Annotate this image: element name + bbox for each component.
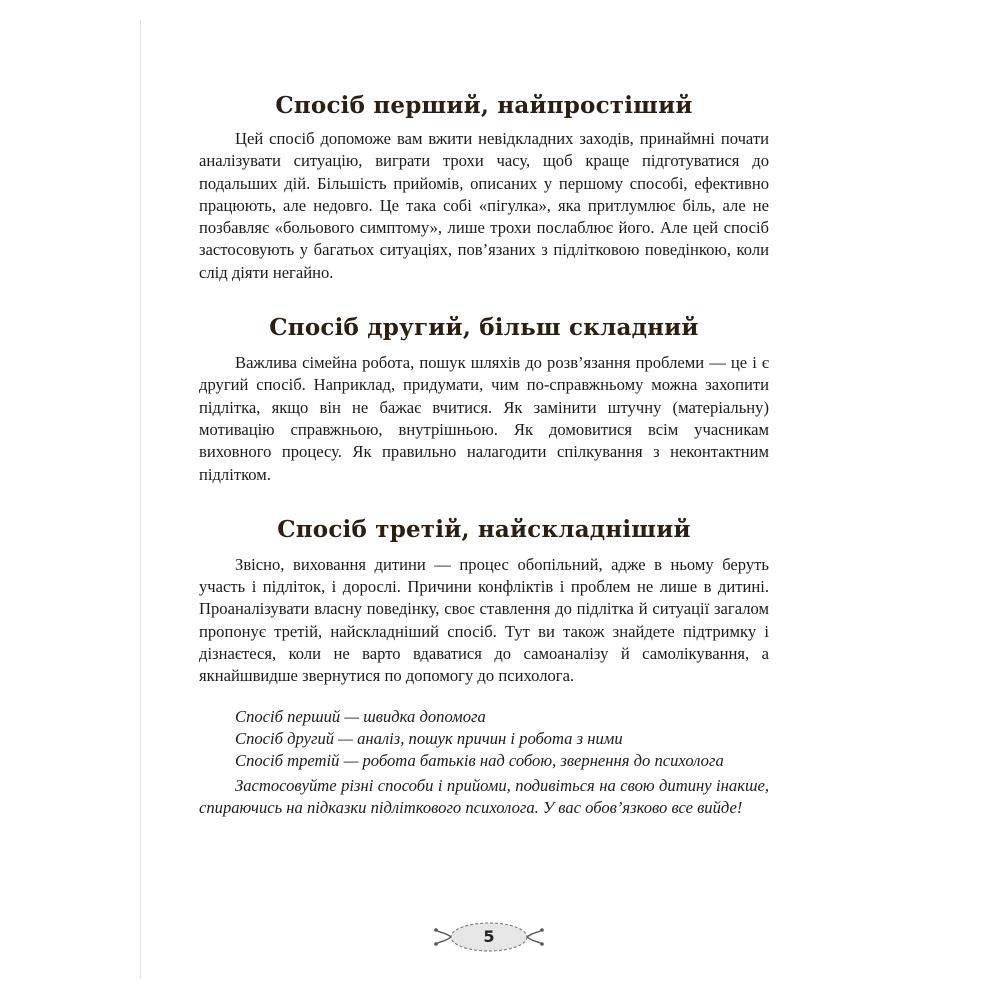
page-number: 5 (483, 927, 495, 946)
section-1-body: Цей спосіб допоможе вам вжити невідкладних заходів, принаймні почати аналізувати ситуацію, виграти трохи часу, щоб краще підготуватися до подальших дій. Більшість прийомів, описаних у першому способі, ефективно працюють, але недовго. Це така собі «пігулка», яка притлумлює біль, але не позбавляє «больового симптому», лише трохи послаблює його. Але цей спосіб застосовують у багатьох ситуаціях, пов’язаних з підлітковою поведінкою, коли слід діяти негайно. (199, 129, 769, 282)
section-3-body: Звісно, виховання дитини — процес обопільний, адже в ньому беруть участь і підліток, і дорослі. Причини конфліктів і проблем не лише в дитині. Проаналізувати власну поведінку, своє ставлення до підлітка й ситуації загалом пропонує третій, найскладніший спосіб. Тут ви також знайдете підтримку і дізнаєтеся, коли не варто вдаватися до самоаналізу й самолікування, а якнайшвидше звернутися по допомогу до психолога. (199, 554, 769, 686)
summary-item-2: Спосіб другий — аналіз, пошук причин і робота з ними (235, 728, 623, 748)
summary-item-1: Спосіб перший — швидка допомога (235, 706, 486, 726)
closing-paragraph: Застосовуйте різні способи і прийоми, подивіться на свою дитину інакше, спираючись на підказки підліткового психолога. У вас обов’язково все вийде! (199, 775, 769, 817)
section-1-heading: Спосіб перший, найпростіший (275, 92, 693, 119)
summary-item-3: Спосіб третій — робота батьків над собою, звернення до психолога (235, 751, 724, 771)
section-2-body: Важлива сімейна робота, пошук шляхів до розв’язання проблеми — це і є другий спосіб. Наприклад, придумати, чим по-справжньому можна захопити підлітка, якщо він не бажає вчитися. Як замінити штучну (матеріальну) мотивацію справжньою, внутрішньою. Як домовитися всім учасникам виховного процесу. Як правильно налагодити спілкування з неконтактним підлітком. (199, 353, 769, 484)
page-gutter-line (140, 20, 141, 978)
section-3-heading: Спосіб третій, найскладніший (277, 515, 691, 543)
page-number-badge (433, 920, 545, 954)
section-2-heading: Спосіб другий, більш складний (269, 314, 699, 342)
page-content (199, 92, 769, 819)
summary-list (199, 706, 769, 773)
